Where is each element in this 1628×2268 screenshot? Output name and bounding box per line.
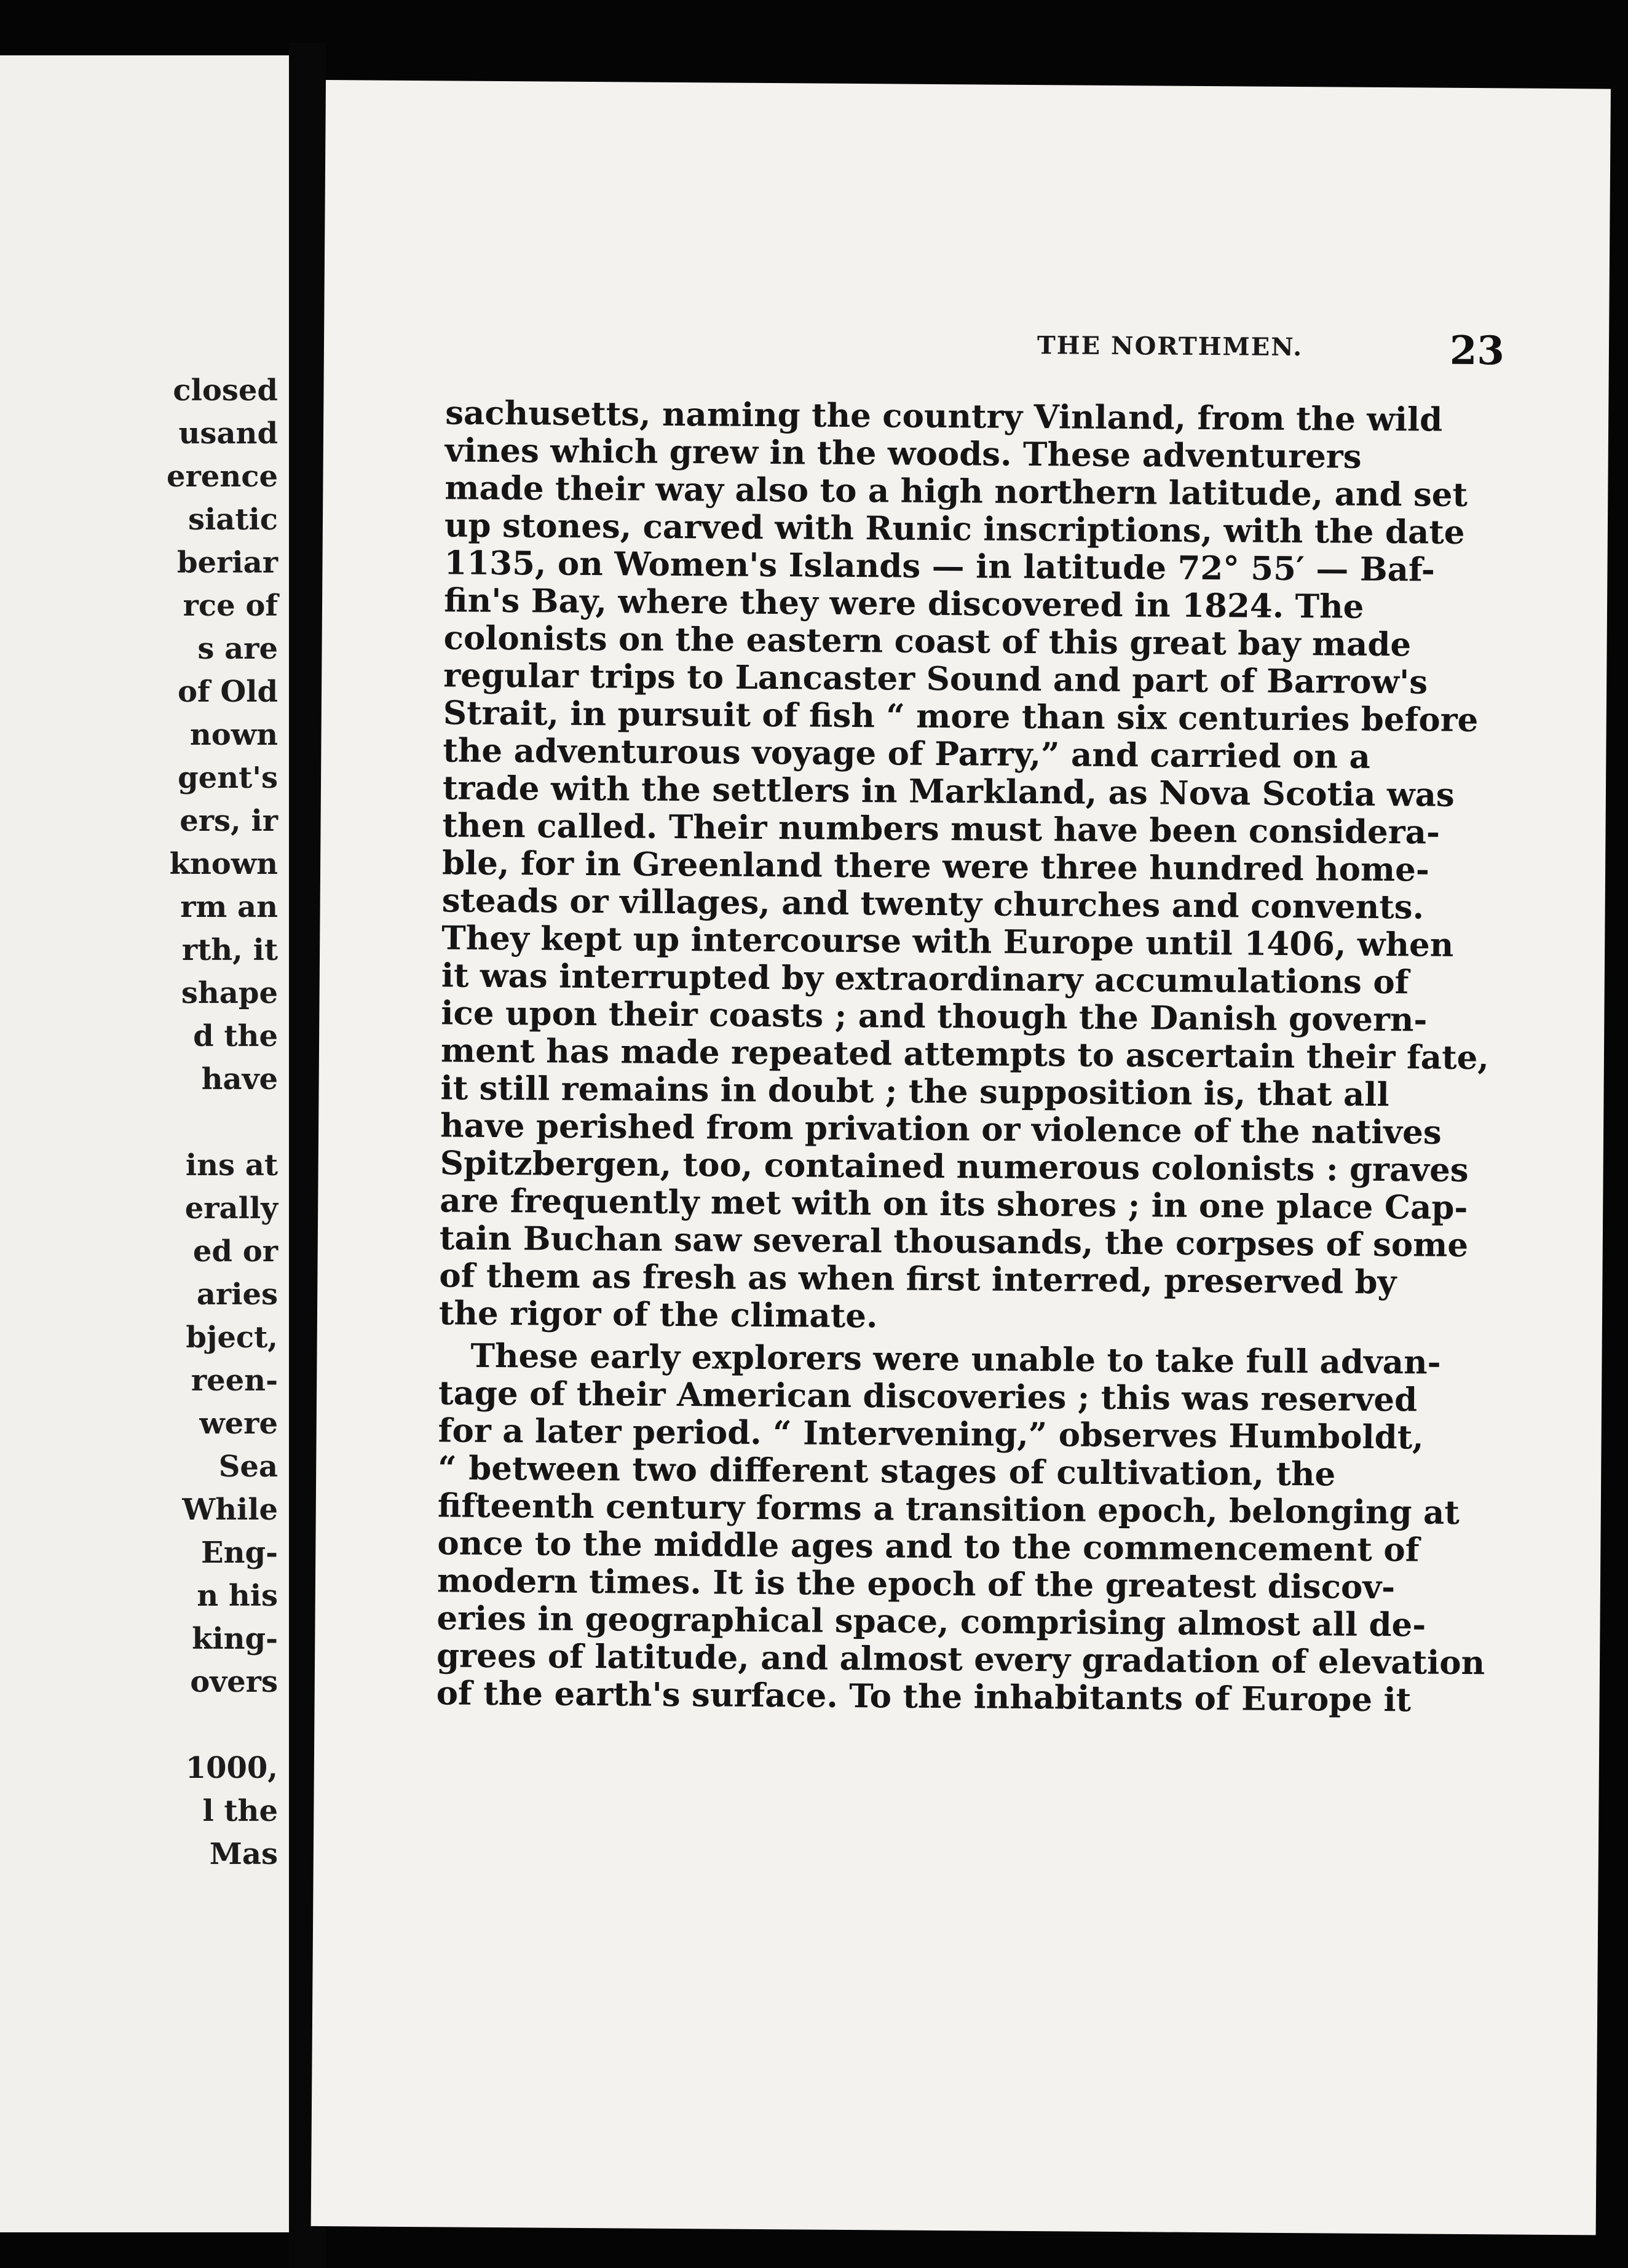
text-line: modern times. It is the epoch of the greatest discov-: [437, 1561, 1396, 1607]
left-page-line: [167, 1101, 278, 1144]
left-page-line: usand: [178, 416, 278, 451]
left-page-line: beriar: [176, 545, 278, 580]
text-line: steads or villages, and twenty churches and convents.: [441, 881, 1424, 927]
text-line: tain Buchan saw several thousands, the corpses of some: [439, 1219, 1469, 1265]
left-page-line: nown: [189, 718, 278, 752]
text-line: ble, for in Greenland there were three hundred home-: [441, 844, 1430, 889]
left-page-line: n his: [197, 1579, 278, 1613]
text-line: the rigor of the climate.: [438, 1294, 878, 1336]
text-line: tage of their American discoveries ; this was reserved: [438, 1374, 1418, 1419]
text-line: sachusetts, naming the country Vinland, from the wild: [445, 394, 1443, 439]
left-page-line: Sea: [218, 1449, 278, 1484]
left-page-line: rm an: [180, 890, 278, 924]
left-page-line: reen-: [191, 1363, 278, 1398]
text-line: 1135, on Women's Islands — in latitude 72° 55′ — Baf-: [444, 544, 1436, 589]
text-line: colonists on the eastern coast of this great bay made: [443, 619, 1412, 664]
left-page-line: ers, ir: [180, 804, 278, 838]
left-page-line: siatic: [188, 502, 278, 537]
paragraph: [436, 1336, 1485, 1719]
text-line: ice upon their coasts ; and though the Danish govern-: [441, 994, 1428, 1039]
text-line: They kept up intercourse with Europe until 1406, when: [441, 919, 1454, 964]
left-page-line: of Old: [178, 675, 278, 709]
right-page: [311, 80, 1611, 2235]
text-line: ment has made repeated attempts to ascertain their fate,: [440, 1031, 1490, 1077]
left-page-line: While: [182, 1493, 278, 1527]
left-page-line: rth, it: [181, 933, 278, 967]
text-line: are frequently met with on its shores ; in one place Cap-: [440, 1181, 1468, 1227]
text-line: trade with the settlers in Markland, as Nova Scotia was: [442, 769, 1455, 814]
left-page-line: d the: [193, 1019, 278, 1053]
page-header: [422, 320, 1591, 384]
text-line: of the earth's surface. To the inhabitants of Europe it: [436, 1674, 1412, 1719]
text-line: fin's Bay, where they were discovered in 1824. The: [443, 581, 1364, 626]
left-page-line: have: [201, 1062, 278, 1096]
text-line: “ between two different stages of cultivation, the: [438, 1449, 1336, 1494]
left-page-line: closed: [173, 373, 278, 408]
left-page-line: Mas: [209, 1837, 278, 1871]
text-line: eries in geographical space, comprising almost all de-: [437, 1599, 1426, 1644]
left-page-line: Eng-: [201, 1536, 278, 1570]
text-line: Strait, in pursuit of fish “ more than six centuries before: [443, 694, 1479, 740]
left-page-line: ed or: [192, 1234, 278, 1269]
left-page-line: [167, 1703, 278, 1747]
text-line: regular trips to Lancaster Sound and part of Barrow's: [443, 656, 1428, 702]
left-page-line: s are: [197, 632, 278, 666]
left-page-line: overs: [190, 1665, 278, 1699]
text-line: for a later period. “ Intervening,” observes Humboldt,: [438, 1411, 1424, 1457]
text-line: have perished from privation or violence of the natives: [440, 1106, 1442, 1152]
text-line: grees of latitude, and almost every gradation of elevation: [436, 1636, 1485, 1683]
text-line: vines which grew in the woods. These adventurers: [445, 431, 1362, 476]
body-text: [436, 394, 1490, 1719]
left-page-line: rce of: [183, 589, 278, 623]
left-page-line: were: [199, 1406, 278, 1441]
left-page-line: aries: [196, 1277, 278, 1312]
paragraph: [438, 394, 1490, 1338]
left-page-line: shape: [181, 976, 278, 1010]
text-line: fifteenth century forms a transition epoch, belonging at: [437, 1486, 1460, 1532]
left-page-line: l the: [202, 1794, 278, 1828]
text-line: up stones, carved with Runic inscriptions, with the date: [444, 506, 1465, 552]
text-line: it still remains in doubt ; the supposition is, that all: [440, 1069, 1389, 1114]
text-line: it was interrupted by extraordinary accumulations of: [441, 956, 1409, 1002]
text-line: made their way also to a high northern latitude, and set: [445, 469, 1468, 514]
text-line: then called. Their numbers must have been considera-: [442, 806, 1440, 852]
running-head: THE NORTHMEN.: [1037, 331, 1303, 362]
left-page-line: ins at: [185, 1148, 278, 1183]
page-number: 23: [1449, 327, 1505, 375]
left-page: [0, 55, 289, 2232]
text-line: of them as fresh as when first interred, preserved by: [439, 1256, 1397, 1302]
text-line: the adventurous voyage of Parry,” and carried on a: [443, 731, 1371, 776]
text-line: once to the middle ages and to the commencement of: [437, 1524, 1420, 1569]
left-page-line: gent's: [178, 761, 278, 795]
left-page-text: [167, 369, 278, 1876]
left-page-line: 1000,: [185, 1751, 278, 1785]
left-page-line: known: [169, 847, 278, 881]
left-page-line: bject,: [186, 1320, 278, 1355]
left-page-line: erence: [166, 459, 278, 494]
left-page-line: king-: [192, 1622, 278, 1656]
left-page-line: erally: [184, 1191, 278, 1226]
text-line: These early explorers were unable to take full advan-: [470, 1336, 1441, 1382]
text-line: Spitzbergen, too, contained numerous colonists : graves: [440, 1144, 1469, 1190]
